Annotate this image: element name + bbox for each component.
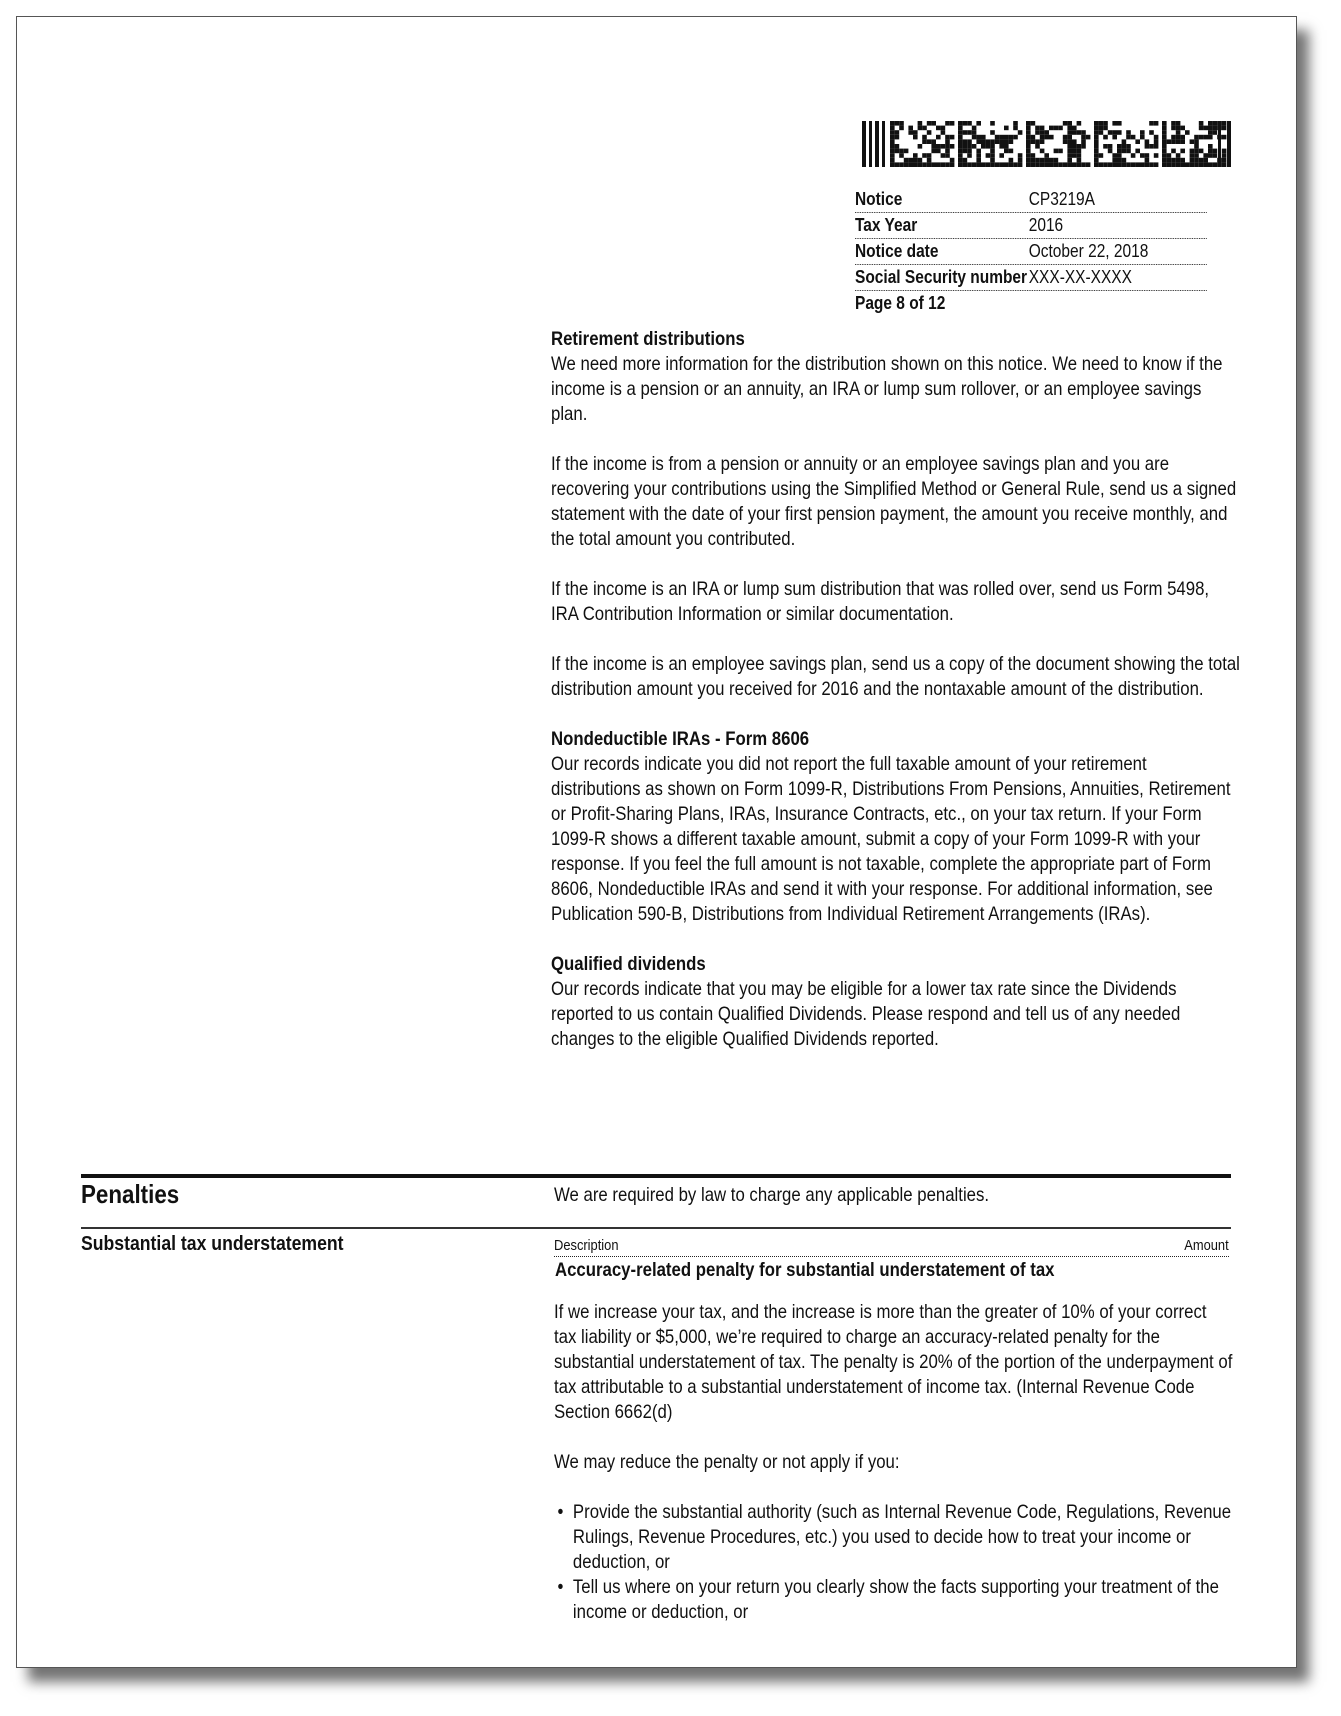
notice-row bbox=[855, 187, 1207, 213]
section-divider bbox=[81, 1174, 1231, 1178]
penalty-description bbox=[554, 1300, 1233, 1625]
nondeductible-title: Nondeductible IRAs - Form 8606 bbox=[551, 728, 810, 750]
retirement-title: Retirement distributions bbox=[551, 328, 745, 350]
ssn-value: XXX-XX-XXXX bbox=[1028, 267, 1132, 287]
notice-page bbox=[16, 16, 1297, 1668]
notice-date-value: October 22, 2018 bbox=[1028, 241, 1149, 261]
retirement-paragraph: If the income is an IRA or lump sum distribution that was rolled over, send us Form 5498, IRA Contribution Information or similar documentation. bbox=[551, 578, 1210, 625]
notice-date-label: Notice date bbox=[855, 241, 939, 261]
retirement-paragraph: If the income is an employee savings plan, send us a copy of the document showing the total distribution amount you received for 2016 and the nontaxable amount of the distribution. bbox=[551, 653, 1240, 700]
penalty-table-header bbox=[554, 1237, 1229, 1257]
penalty-paragraph: If we increase your tax, and the increase is more than the greater of 10% of your correct tax liability or $5,000, we’re required to charge an accuracy-related penalty for the substantial understatement of tax. The penalty is 20% of the portion of the underpayment of tax attributable to a substantial understatement of income tax. (Internal Revenue Code Section 6662(d) bbox=[554, 1301, 1233, 1423]
page-number: Page 8 of 12 bbox=[855, 293, 946, 313]
nondeductible-paragraph: Our records indicate you did not report the full taxable amount of your retirement distributions as shown on Form 1099-R, Distributions From Pensions, Annuities, Retirement or Profit-Sharing Plans, IRAs, Insurance Contracts, etc., on your tax return. If your Form 1099-R shows a different taxable amount, submit a copy of your Form 1099-R with your response. If you feel the full amount is not taxable, complete the appropriate part of Form 8606, Nondeductible IRAs and send it with your response. For additional information, see Publication 590-B, Distributions from Individual Retirement Arrangements (IRAs). bbox=[551, 753, 1231, 925]
tax-year-label: Tax Year bbox=[855, 215, 918, 235]
tax-year-value: 2016 bbox=[1028, 215, 1064, 235]
notice-info-table bbox=[855, 187, 1207, 316]
retirement-paragraph: If the income is from a pension or annuity or an employee savings plan and you are recovering your contributions using the Simplified Method or General Rule, send us a signed statement with the date of your first pension payment, the amount you receive monthly, and the total amount you contributed. bbox=[551, 453, 1237, 550]
penalties-intro: We are required by law to charge any applicable penalties. bbox=[554, 1184, 990, 1206]
ssn-row bbox=[855, 265, 1207, 291]
dividends-title: Qualified dividends bbox=[551, 953, 706, 975]
notice-date-row bbox=[855, 239, 1207, 265]
penalty-name: Accuracy-related penalty for substantial understatement of tax bbox=[555, 1259, 1055, 1281]
list-item: • Provide the substantial authority (such as Internal Revenue Code, Regulations, Revenue Rulings, Revenue Procedures, etc.) you used to decide how to treat your income or deduction, or bbox=[554, 1500, 1233, 1575]
main-content bbox=[551, 327, 1241, 1052]
page-number-row bbox=[855, 291, 1207, 316]
description-column-header: Description bbox=[554, 1237, 619, 1254]
penalty-paragraph: We may reduce the penalty or not apply if you: bbox=[554, 1451, 900, 1473]
subsection-divider bbox=[81, 1227, 1231, 1229]
penalty-reduction-list bbox=[554, 1500, 1233, 1625]
dividends-paragraph: Our records indicate that you may be eligible for a lower tax rate since the Dividends reported to us contain Qualified Dividends. Please respond and tell us of any needed changes to the eligible Qualified Dividends reported. bbox=[551, 978, 1181, 1050]
barcode-image bbox=[862, 121, 1236, 167]
substantial-understatement-title: Substantial tax understatement bbox=[81, 1232, 344, 1255]
penalties-title: Penalties bbox=[81, 1179, 180, 1209]
notice-label: Notice bbox=[855, 189, 903, 209]
retirement-paragraph: We need more information for the distribution shown on this notice. We need to know if the income is a pension or an annuity, an IRA or lump sum rollover, or an employee savings plan. bbox=[551, 353, 1223, 425]
tax-year-row bbox=[855, 213, 1207, 239]
list-item: • Tell us where on your return you clearly show the facts supporting your treatment of the income or deduction, or bbox=[554, 1575, 1233, 1625]
amount-column-header: Amount bbox=[1184, 1237, 1229, 1254]
notice-value: CP3219A bbox=[1028, 189, 1095, 209]
ssn-label: Social Security number bbox=[855, 267, 1028, 287]
